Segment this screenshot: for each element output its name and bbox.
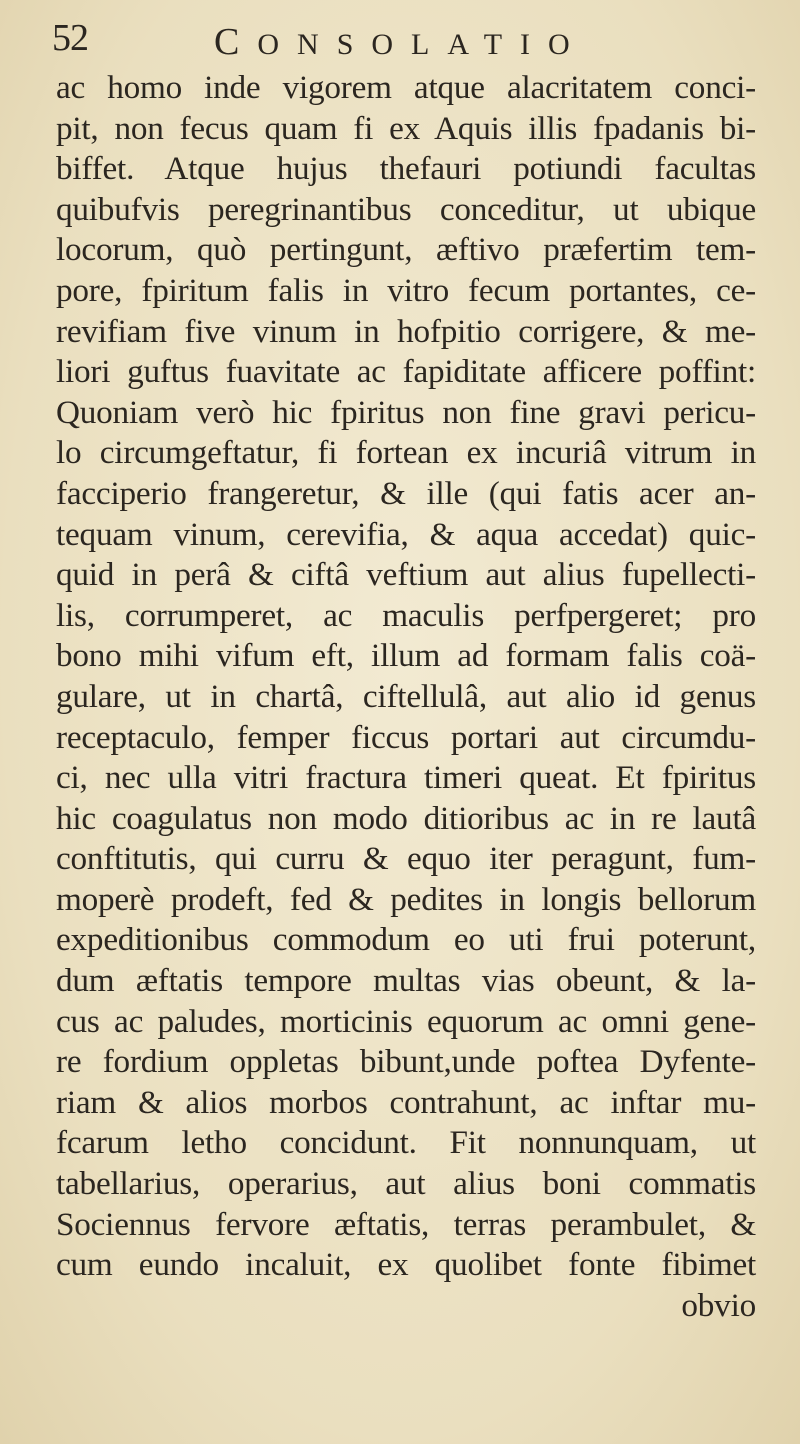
text-line: gulare, ut in chartâ, ciftellulâ, aut alio id genus: [56, 677, 756, 715]
text-line: revifiam five vinum in hofpitio corrigere, & me-: [56, 312, 756, 350]
running-title: [214, 20, 588, 64]
text-line: quibufvis peregrinantibus conceditur, ut ubique: [56, 190, 756, 228]
text-line: lis, corrumperet, ac maculis perfpergeret; pro: [56, 596, 756, 634]
text-line: lo circumgeftatur, fi fortean ex incuriâ vitrum in: [56, 434, 756, 472]
text-line: facciperio frangeretur, & ille (qui fatis acer an-: [56, 474, 756, 512]
text-line: tequam vinum, cerevifia, & aqua accedat) quic-: [56, 515, 756, 553]
text-line: riam & alios morbos contrahunt, ac inftar mu-: [56, 1083, 756, 1121]
text-line: hic coagulatus non modo ditioribus ac in re lautâ: [56, 799, 756, 837]
text-line: Sociennus fervore æftatis, terras perambulet, &: [56, 1205, 756, 1243]
text-line: bono mihi vifum eft, illum ad formam falis coä-: [56, 637, 756, 675]
running-title-initial: C: [214, 21, 258, 63]
text-line: biffet. Atque hujus thefauri potiundi facultas: [56, 150, 756, 188]
text-line: pore, fpiritum falis in vitro fecum portantes, ce-: [56, 271, 756, 309]
page-header: [52, 14, 762, 62]
page-number: 52: [52, 17, 88, 59]
text-line: receptaculo, femper ficcus portari aut circumdu-: [56, 718, 756, 756]
text-line: re fordium oppletas bibunt,unde poftea Dyfente-: [56, 1043, 756, 1081]
text-line: locorum, quò pertingunt, æftivo præfertim tem-: [56, 231, 756, 269]
text-line: conftitutis, qui curru & equo iter peragunt, fum-: [56, 840, 756, 878]
catchword: obvio: [681, 1286, 756, 1324]
text-line: quid in perâ & ciftâ veftium aut alius fupellecti-: [56, 556, 756, 594]
text-line: Quoniam verò hic fpiritus non fine gravi pericu-: [56, 393, 756, 431]
running-title-rest: ONSOLATIO: [257, 28, 588, 61]
text-line: cum eundo incaluit, ex quolibet fonte fibimet: [56, 1246, 756, 1284]
text-line: moperè prodeft, fed & pedites in longis bellorum: [56, 880, 756, 918]
text-line: cus ac paludes, morticinis equorum ac omni gene-: [56, 1002, 756, 1040]
text-line: fcarum letho concidunt. Fit nonnunquam, ut: [56, 1124, 756, 1162]
text-line: tabellarius, operarius, aut alius boni commatis: [56, 1165, 756, 1203]
text-line: ac homo inde vigorem atque alacritatem conci-: [56, 69, 756, 106]
text-line: dum æftatis tempore multas vias obeunt, & la-: [56, 962, 756, 1000]
text-line: ci, nec ulla vitri fractura timeri queat. Et fpiritus: [56, 759, 756, 797]
text-line: liori guftus fuavitate ac fapiditate afficere poffint:: [56, 353, 756, 391]
text-line: pit, non fecus quam fi ex Aquis illis fpadanis bi-: [56, 109, 756, 147]
body-text: [56, 68, 756, 1326]
text-line: expeditionibus commodum eo uti frui poterunt,: [56, 921, 756, 959]
